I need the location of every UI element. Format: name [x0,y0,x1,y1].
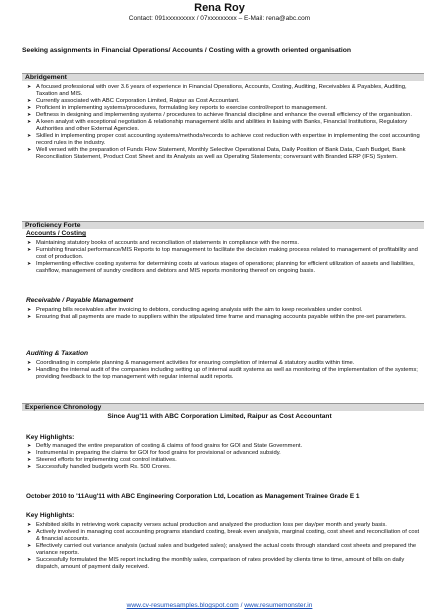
job2-highlights-list [22,522,420,571]
list-item: ➤ Actively involved in managing cost accounting programs standard costing, break even analysis, marginal costing, cost sheet and reconciliation of cost & financial accounts. [22,529,420,543]
list-item: ➤ Effectively carried out variance analysis (actual sales and budgeted sales); analysed the actual costs through standard cost sheets and prepared the variance reports. [22,543,420,557]
subheading-accounts: Accounts / Costing [26,230,87,237]
section-proficiency: Proficiency Forte [22,221,424,229]
list-item: ➤ Steered efforts for implementing cost control initiatives. [22,457,420,464]
subheading-audit: Auditing & Taxation [26,350,89,357]
list-item: ➤ Skilled in implementing proper cost accounting systems/methods/records to achieve cost reduction with expertise in implementing the cost accounting record rules in the industry. [22,133,420,147]
footer-link-resumemonster[interactable]: www.resumemonster.in [244,602,313,609]
list-item: ➤ Successfully formulated the MIS report including the monthly sales, comparison of rates provided by clients time to time, amount of bills on daily dispatch, amount of payment daily received. [22,557,420,571]
job-title-current: Since Aug'11 with ABC Corporation Limited, Raipur as Cost Accountant [107,413,332,420]
section-abridgement: Abridgement [22,73,424,81]
contact-line: Contact: 091xxxxxxxxx / 07xxxxxxxxx – E-Mail: rena@abc.com [128,15,311,22]
list-item: ➤ Handling the internal audit of the companies including setting up of internal audit systems as well as monitoring of the implementation of the systems; providing feedback to the top management with regular internal audit reports. [22,367,420,381]
audit-list [22,360,420,381]
list-item: ➤ Coordinating in complete planning & management activities for ensuring completion of internal & statutory audits within time. [22,360,420,367]
accounts-list [22,240,420,275]
list-item: ➤ Exhibited skills in retrieving work capacity verses actual production and analyzed the production loss per day/per month and yearly basis. [22,522,420,529]
list-item: ➤ Furnishing financial performance/MIS Reports to top management to facilitate the decision making process related to management of profitability and cost of production. [22,247,420,261]
section-experience: Experience Chronology [22,403,424,411]
footer-separator: / [238,602,245,609]
job1-highlights-list [22,443,420,471]
key-highlights-heading: Key Highlights: [26,512,75,519]
job-title-previous: October 2010 to '11Aug'11 with ABC Engineering Corporation Ltd, Location as Management Trainee Grade E 1 [26,493,360,500]
list-item: ➤ Currently associated with ABC Corporation Limited, Raipur as Cost Accountant. [22,98,420,105]
list-item: ➤ Preparing bills receivables after invoicing to debtors, conducting ageing analysis with the aim to keep receivables under control. [22,307,420,314]
list-item: ➤ Deftly managed the entire preparation of costing & claims of food grains for GOI and State Government. [22,443,420,450]
list-item: ➤ Maintaining statutory books of accounts and reconciliation of statements in compliance with the norms. [22,240,420,247]
footer-link-blog[interactable]: www.cv-resumesamples.blogspot.com [126,602,239,609]
abridgement-list [22,84,420,161]
list-item: ➤ Instrumental in preparing the claims for GOI for food grains for provisional or advanced subsidy. [22,450,420,457]
list-item: ➤ A focused professional with over 3.6 years of experience in Financial Operations, Accounts, Costing, Auditing, Receivables & Payables, Auditing, Taxation and MIS. [22,84,420,98]
receivable-list [22,307,420,321]
footer-links [0,602,439,609]
list-item: ➤ Well versed with the preparation of Funds Flow Statement, Monthly Selective Operational Data, Daily Position of Bank Data, Cash Budget, Bank Reconciliation Statement, Product Cost Sheet and its Analysis as well as Operating Statements; conversant with Branded ERP (IFS) System. [22,147,420,161]
objective-line: Seeking assignments in Financial Operations/ Accounts / Costing with a growth oriented organisation [22,47,352,54]
list-item: ➤ Deftness in designing and implementing systems / procedures to achieve financial discipline and enhance the overall efficiency of the organisation. [22,112,420,119]
list-item: ➤ A keen analyst with exceptional negotiation & relationship management skills and abilities in liaising with Banks, Financial Institutions, Regulatory Authorities and other External Agencies. [22,119,420,133]
key-highlights-heading: Key Highlights: [26,434,75,441]
candidate-name: Rena Roy [194,2,245,14]
list-item: ➤ Proficient in implementing systems/procedures, formulating key reports to exercise control/report to management. [22,105,420,112]
list-item: ➤ Ensuring that all payments are made to suppliers within the stipulated time frame and managing accounts payable within the pre-set parameters. [22,314,420,321]
list-item: ➤ Implementing effective costing systems for determining costs at various stages of operations; planning for efficient utilization of assets and liabilities, cashflow, management of sundry creditors and debtors and MIS reports monitoring thereof on ongoing basis. [22,261,420,275]
subheading-receivable: Receivable / Payable Management [26,297,134,304]
list-item: ➤ Successfully handled budgets worth Rs. 500 Crores. [22,464,420,471]
